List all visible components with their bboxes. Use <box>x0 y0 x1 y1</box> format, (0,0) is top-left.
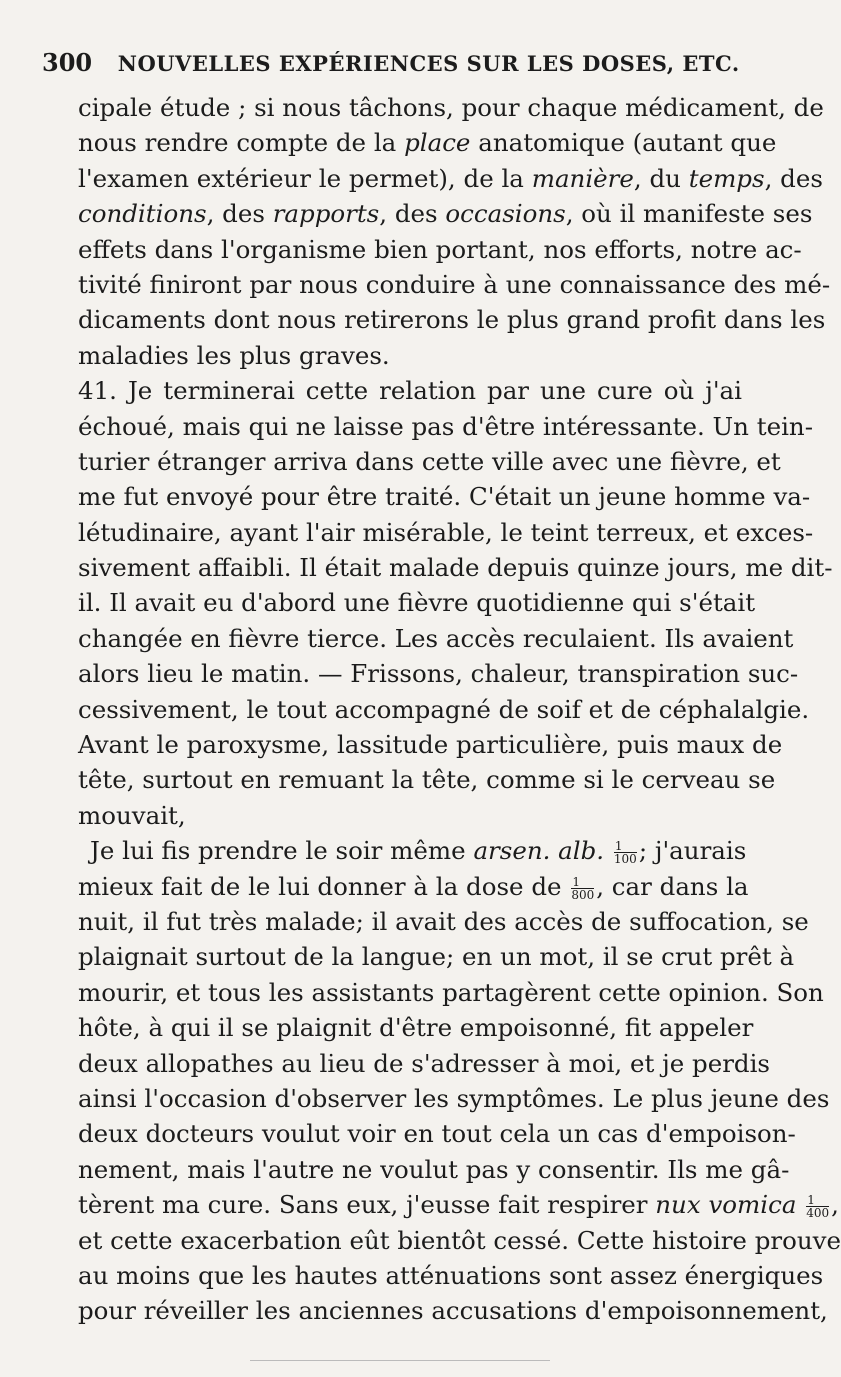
text-line: nous rendre compte de la place anatomique (autant que <box>78 128 777 158</box>
text-line: tèrent ma cure. Sans eux, j'eusse fait respirer nux vomica $\frac{1}{400}$ , <box>78 1190 839 1221</box>
section-start-line: 41. Je terminerai cette relation par une cure où j'ai <box>78 376 742 406</box>
text-line: tête, surtout en remuant la tête, comme si le cerveau se <box>78 765 776 795</box>
fraction: $\frac{1}{100}$ <box>613 839 637 867</box>
text-line: nuit, il fut très malade; il avait des accès de suffocation, se <box>78 906 809 936</box>
text-line: au moins que les hautes atténuations sont assez énergiques <box>78 1260 824 1290</box>
text-line: échoué, mais qui ne laisse pas d'être intéressante. Un tein- <box>78 411 813 441</box>
text-line: mieux fait de le lui donner à la dose de $\frac{1}{800}$ , car dans la <box>78 871 749 902</box>
text-line: changée en fièvre tierce. Les accès reculaient. Ils avaient <box>78 623 794 653</box>
text-line: maladies les plus graves. <box>78 340 390 370</box>
text-line: ainsi l'occasion d'observer les symptômes. Le plus jeune des <box>78 1083 830 1113</box>
text-line: cessivement, le tout accompagné de soif et de céphalalgie. <box>78 694 810 724</box>
text-line: l'examen extérieur le permet), de la manière, du temps, des <box>78 163 823 193</box>
text-line: mouvait, <box>78 800 186 830</box>
text-line: effets dans l'organisme bien portant, nos efforts, notre ac- <box>78 234 802 264</box>
fraction: $\frac{1}{400}$ <box>806 1193 830 1221</box>
text-line: me fut envoyé pour être traité. C'était un jeune homme va- <box>78 482 811 512</box>
running-header <box>42 48 742 77</box>
text-line: deux docteurs voulut voir en tout cela un cas d'empoison- <box>78 1119 796 1149</box>
running-title: NOUVELLES EXPÉRIENCES SUR LES DOSES, ETC. <box>117 51 740 76</box>
text-line: pour réveiller les anciennes accusations d'empoisonnement, <box>78 1296 828 1326</box>
text-line: létudinaire, ayant l'air misérable, le teint terreux, et exces- <box>78 517 814 547</box>
text-line: il. Il avait eu d'abord une fièvre quotidienne qui s'était <box>78 588 756 618</box>
fraction: $\frac{1}{800}$ <box>571 874 595 902</box>
text-line: deux allopathes au lieu de s'adresser à moi, et je perdis <box>78 1048 770 1078</box>
text-line: tivité finiront par nous conduire à une connaissance des mé- <box>78 269 831 299</box>
text-line: hôte, à qui il se plaignit d'être empoisonné, fit appeler <box>78 1013 754 1043</box>
text-line: Je lui fis prendre le soir même arsen. alb. $\frac{1}{100}$ ; j'aurais <box>90 836 747 867</box>
text-line: turier étranger arriva dans cette ville avec une fièvre, et <box>78 446 781 476</box>
text-line: plaignait surtout de la langue; en un mot, il se crut prêt à <box>78 942 795 972</box>
text-line: et cette exacerbation eût bientôt cessé. Cette histoire prouve <box>78 1225 841 1255</box>
text-line: cipale étude ; si nous tâchons, pour chaque médicament, de <box>78 93 824 122</box>
text-line: Avant le paroxysme, lassitude particulière, puis maux de <box>78 730 783 760</box>
page-bottom-rule <box>250 1360 550 1362</box>
text-line: alors lieu le matin. — Frissons, chaleur, transpiration suc- <box>78 659 799 689</box>
text-line: mourir, et tous les assistants partagèrent cette opinion. Son <box>78 977 824 1007</box>
page-number: 300 <box>42 48 93 77</box>
text-line: dicaments dont nous retirerons le plus grand profit dans les <box>78 305 826 335</box>
body-text <box>78 90 841 1329</box>
text-line: sivement affaibli. Il était malade depuis quinze jours, me dit- <box>78 553 833 583</box>
text-line: nement, mais l'autre ne voulut pas y consentir. Ils me gâ- <box>78 1154 790 1184</box>
text-line: conditions, des rapports, des occasions, où il manifeste ses <box>78 199 813 229</box>
